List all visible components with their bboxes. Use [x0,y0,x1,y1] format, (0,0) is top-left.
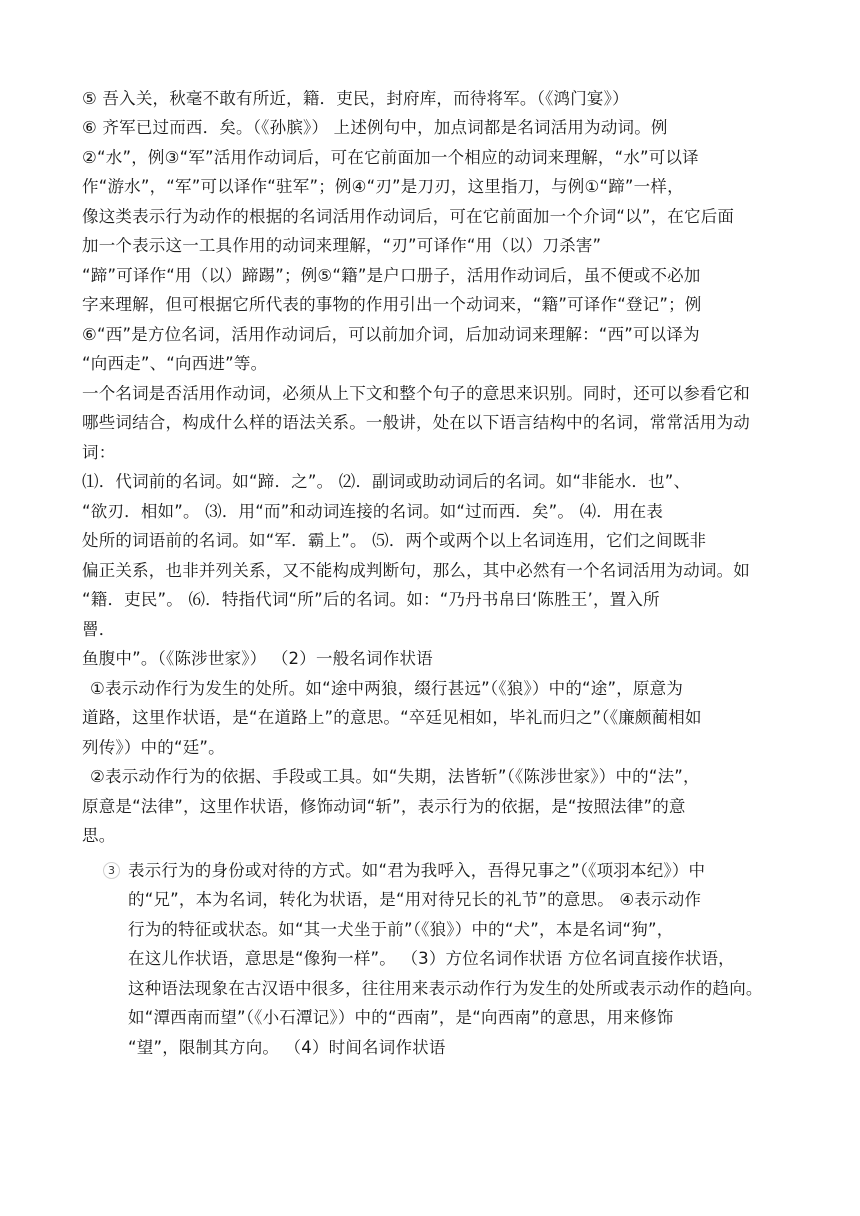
text-line: 思。 [82,826,116,845]
text-line: 一个名词是否活用作动词，必须从上下文和整个句子的意思来识别。同时，还可以参看它和 [82,384,750,403]
text-line: “籍．吏民”。 ⑹．特指代词“所”后的名词。如：“乃丹书帛曰‘陈胜王’，置入所 [82,590,660,609]
text-line: ②“水”，例③“军”活用作动词后，可在它前面加一个相应的动词来理解，“水”可以译 [82,148,699,167]
text-line: 加一个表示这一工具作用的动词来理解，“刃”可译作“用（以）刀杀害” [82,236,602,255]
text-line: ①表示动作行为发生的处所。如“途中两狼，缀行甚远”（《狼》）中的“途”，原意为 [90,679,684,698]
text-line: 表示行为的身份或对待的方式。如“君为我呼入，吾得兄事之”（《项羽本纪》）中 [128,861,706,880]
text-line: 像这类表示行为动作的根据的名词活用作动词后，可在它前面加一个介词“以”，在它后面 [82,207,735,226]
text-line: 行为的特征或状态。如“其一犬坐于前”（《狼》）中的“犬”，本是名词“狗”， [128,920,674,939]
text-line: ②表示动作行为的依据、手段或工具。如“失期，法皆斩”（《陈涉世家》）中的“法”， [90,767,700,786]
text-line: “望”，限制其方向。 （4）时间名词作状语 [128,1038,446,1057]
text-line: “向西走”、“向西进”等。 [82,354,268,373]
text-line: ⑥“西”是方位名词，活用作动词后，可以前加介词，后加动词来理解：“西”可以译为 [82,325,700,344]
text-line: 在这儿作状语，意思是“像狗一样”。 （3）方位名词作状语 方位名词直接作状语， [128,949,735,968]
text-line: 词： [82,443,116,462]
text-line: ⑤ 吾入关，秋毫不敢有所近，籍．吏民，封府库，而待将军。（《鸿门宴》） [82,89,629,108]
text-line: 偏正关系，也非并列关系，又不能构成判断句，那么，其中必然有一个名词活用为动词。如 [82,561,750,580]
text-line: 鱼腹中”。（《陈涉世家》） （2）一般名词作状语 [82,649,433,668]
text-line: 字来理解，但可根据它所代表的事物的作用引出一个动词来，“籍”可译作“登记”；例 [82,295,702,314]
text-line: 罾． [82,620,116,639]
text-line: “蹄”可译作“用（以）蹄踢”；例⑤“籍”是户口册子，活用作动词后，虽不便或不必加 [82,266,701,285]
text-line: 如“潭西南而望”（《小石潭记》）中的“西南”，是“向西南”的意思，用来修饰 [128,1008,674,1027]
text-line: ⑴．代词前的名词。如“蹄．之”。 ⑵．副词或助动词后的名词。如“非能水．也”、 [82,472,691,491]
text-line: 处所的词语前的名词。如“军．霸上”。 ⑸．两个或两个以上名词连用，它们之间既非 [82,531,707,550]
text-line: 列传》）中的“廷”。 [82,738,225,757]
text-line: 原意是“法律”，这里作状语，修饰动词“斩”，表示行为的依据，是“按照法律”的意 [82,797,686,816]
text-line: 作“游水”，“军”可以译作“驻军”；例④“刃”是刀刃，这里指刀，与例①“蹄”一样， [82,177,684,196]
text-line: 道路，这里作状语，是“在道路上”的意思。“卒廷见相如，毕礼而归之”（《廉颇蔺相如 [82,708,702,727]
list-number-marker: 3 [103,862,120,879]
text-line: 的“兄”，本为名词，转化为状语，是“用对待兄长的礼节”的意思。 ④表示动作 [128,890,702,909]
text-line: “欲刃．相如”。 ⑶．用“而”和动词连接的名词。如“过而西．矣”。 ⑷．用在表 [82,502,664,521]
text-line: ⑥ 齐军已过而西．矣。（《孙膑》） 上述例句中，加点词都是名词活用为动词。例 [82,118,668,137]
text-line: 哪些词结合，构成什么样的语法关系。一般讲，处在以下语言结构中的名词，常常活用为动 [82,413,750,432]
text-line: 这种语法现象在古汉语中很多，往往用来表示动作行为发生的处所或表示动作的趋向。 [128,979,763,998]
